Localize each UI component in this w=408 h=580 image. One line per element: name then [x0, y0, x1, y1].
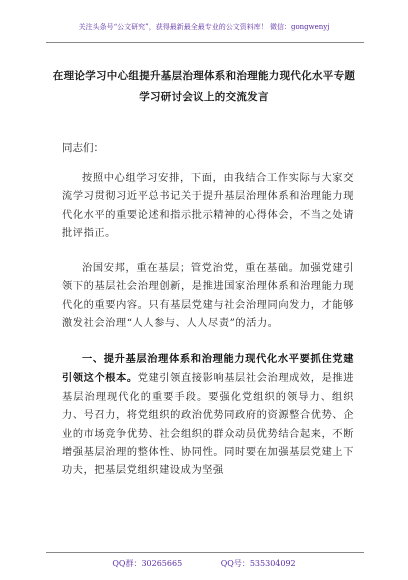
footer-qq-group: QQ群：30265665 [112, 559, 183, 568]
document-title: 在理论学习中心组提升基层治理体系和治理能力现代化水平专题学习研讨会议上的交流发言 [52, 70, 356, 103]
paragraph-governance: 治国安邦，重在基层；管党治党，重在基础。加强党建引领下的基层社会治理创新，是推进国家治理体系和治理能力现代化的重要内容。只有基层党建与社会治理同向发力，才能够激发社会治理“人人参与、人人尽责”的活力。 [62, 263, 354, 330]
paragraph-section-1 [62, 350, 354, 481]
footer-qq-number: QQ号：535304092 [220, 559, 296, 568]
paragraph-intro: 按照中心组学习安排，下面，由我结合工作实际与大家交流学习贯彻习近平总书记关于提升基层治理体系和治理能力现代化水平的重要论述和指示批示精神的心得体会，不当之处请批评指正。 [62, 173, 354, 240]
section-1-body: 党建引领直接影响基层社会治理成效，是推进基层治理现代化的重要手段。要强化党组织的领导力、组织力、号召力，将党组织的政治优势同政府的资源整合优势、企业的市场竞争优势、社会组织的群众动员优势结合起来，不断增强基层治理的整体性、协同性。同时要在加强基层党建上下功夫，把基层党组织建设成为坚强 [62, 373, 355, 477]
footer [0, 558, 408, 569]
section-1-heading: 一、提升基层治理体系和治理能力现代化水平要抓住党建引领这个根本。 [62, 353, 354, 385]
footer-divider [46, 552, 364, 553]
header-divider [46, 42, 364, 43]
header-banner: 关注头条号“公文研究”，获得最新最全最专业的公文资料库！ 微信：gongwenyj [78, 23, 330, 31]
salutation: 同志们： [62, 142, 104, 154]
